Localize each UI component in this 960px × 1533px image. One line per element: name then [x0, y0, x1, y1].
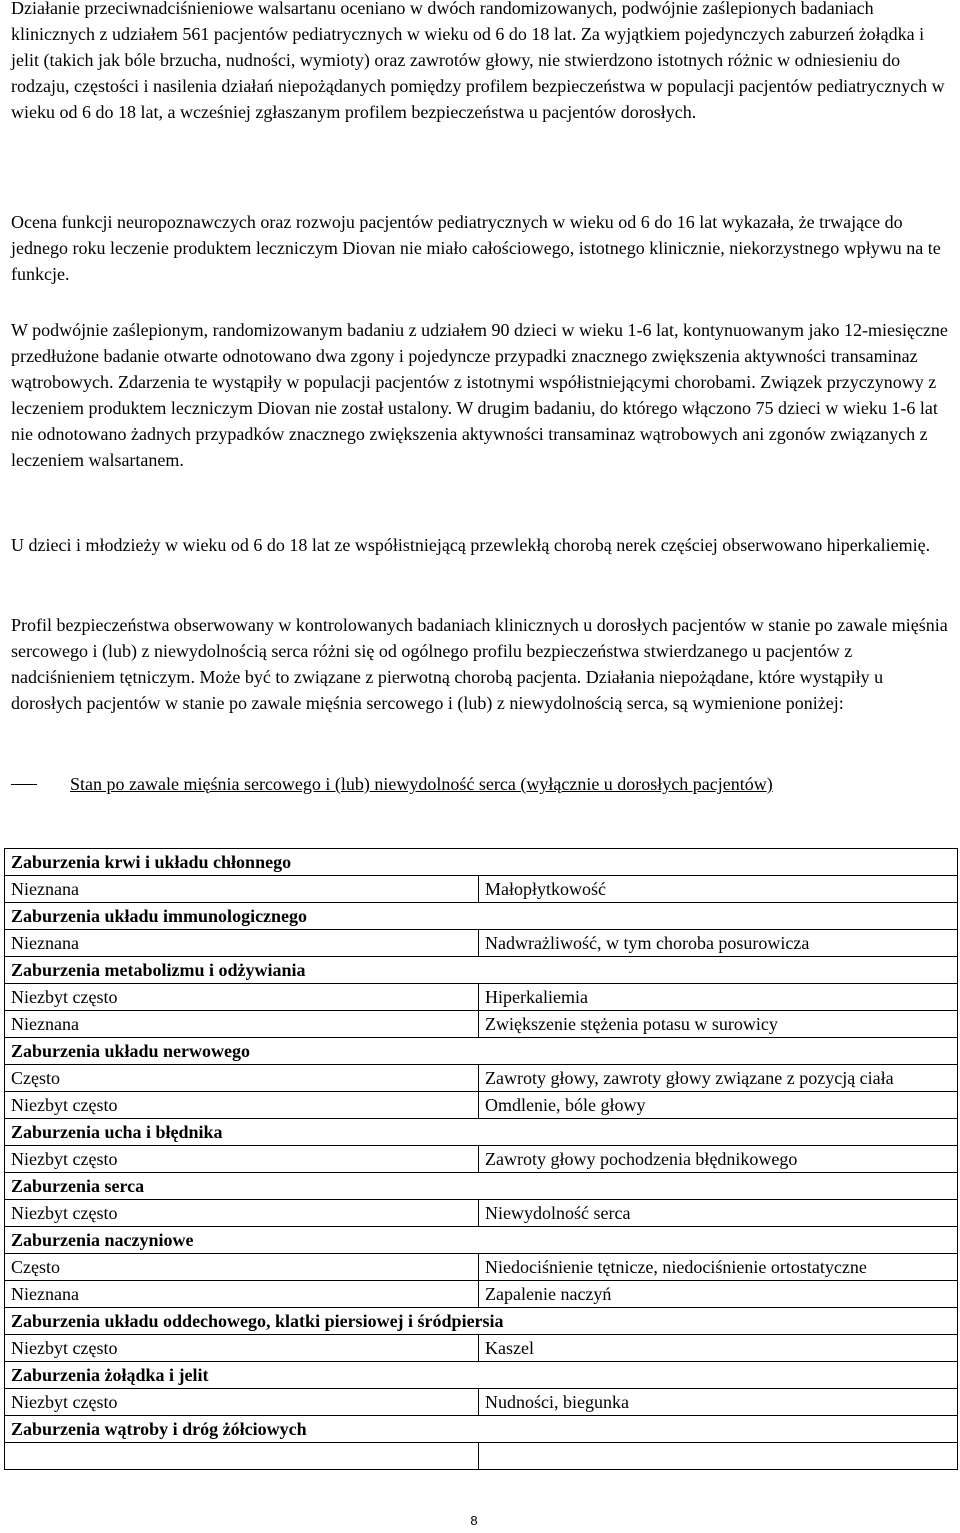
frequency-cell: Niezbyt często	[5, 1200, 479, 1227]
reaction-cell: Zwiększenie stężenia potasu w surowicy	[479, 1011, 958, 1038]
table-row	[5, 1065, 958, 1092]
reaction-cell: Nadwrażliwość, w tym choroba posurowicza	[479, 930, 958, 957]
section-heading-text: Stan po zawale mięśnia sercowego i (lub) niewydolność serca (wyłącznie u dorosłych pacjentów)	[70, 774, 773, 794]
frequency-cell: Niezbyt często	[5, 984, 479, 1011]
reaction-cell: Niedociśnienie tętnicze, niedociśnienie ortostatyczne	[479, 1254, 958, 1281]
table-row	[5, 984, 958, 1011]
reaction-cell: Zawroty głowy, zawroty głowy związane z pozycją ciała	[479, 1065, 958, 1092]
frequency-cell: Nieznana	[5, 1281, 479, 1308]
category-row	[5, 1038, 958, 1065]
dash-bullet-icon	[11, 784, 37, 785]
paragraph-children-1-6: W podwójnie zaślepionym, randomizowanym badaniu z udziałem 90 dzieci w wieku 1-6 lat, kontynuowanym jako 12-miesięczne przedłużone badanie otwarte odnotowano dwa zgony i pojedyncze przypadki znacznego zwiększenia aktywności transaminaz wątrobowych. Zdarzenia te wystąpiły w populacji pacjentów z istotnymi współistniejącymi chorobami. Związek przyczynowy z leczeniem produktem leczniczym Diovan nie został ustalony. W drugim badaniu, do którego włączono 75 dzieci w wieku 1-6 lat nie odnotowano żadnych przypadków znacznego zwiększenia aktywności transaminaz wątrobowych ani zgonów związanych z leczeniem walsartanem.	[11, 320, 948, 470]
category-row	[5, 1227, 958, 1254]
frequency-cell: Nieznana	[5, 1011, 479, 1038]
paragraph-adult-safety-profile: Profil bezpieczeństwa obserwowany w kontrolowanych badaniach klinicznych u dorosłych pacjentów w stanie po zawale mięśnia sercowego i (lub) z niewydolnością serca różni się od ogólnego profilu bezpieczeństwa stwierdzanego u pacjentów z nadciśnieniem tętniczym. Może być to związane z pierwotną chorobą pacjenta. Działania niepożądane, które wystąpiły u dorosłych pacjentów w stanie po zawale mięśnia sercowego i (lub) z niewydolnością serca, są wymienione poniżej:	[11, 615, 948, 713]
frequency-cell: Niezbyt często	[5, 1389, 479, 1416]
reaction-cell: Małopłytkowość	[479, 876, 958, 903]
reaction-cell: Nudności, biegunka	[479, 1389, 958, 1416]
category-header: Zaburzenia układu oddechowego, klatki piersiowej i śródpiersia	[5, 1308, 958, 1335]
table-row	[5, 930, 958, 957]
reaction-cell: Kaszel	[479, 1335, 958, 1362]
category-header: Zaburzenia ucha i błędnika	[5, 1119, 958, 1146]
frequency-cell: Często	[5, 1065, 479, 1092]
category-header: Zaburzenia krwi i układu chłonnego	[5, 849, 958, 876]
table-row	[5, 1335, 958, 1362]
category-row	[5, 1173, 958, 1200]
frequency-cell: Niezbyt często	[5, 1146, 479, 1173]
category-row	[5, 1119, 958, 1146]
frequency-cell: Niezbyt często	[5, 1335, 479, 1362]
category-row	[5, 1308, 958, 1335]
adverse-reactions-table	[4, 848, 958, 1470]
category-row	[5, 1362, 958, 1389]
category-header: Zaburzenia naczyniowe	[5, 1227, 958, 1254]
frequency-cell: Nieznana	[5, 930, 479, 957]
reaction-cell	[479, 1443, 958, 1470]
paragraph-neurocognitive: Ocena funkcji neuropoznawczych oraz rozwoju pacjentów pediatrycznych w wieku od 6 do 16 lat wykazała, że trwające do jednego roku leczenie produktem leczniczym Diovan nie miało całościowego, istotnego klinicznie, niekorzystnego wpływu na te funkcje.	[11, 212, 941, 284]
reaction-cell: Hiperkaliemia	[479, 984, 958, 1011]
category-header: Zaburzenia żołądka i jelit	[5, 1362, 958, 1389]
empty-row	[5, 1443, 958, 1470]
paragraph-pediatric-trials: Działanie przeciwnadciśnieniowe walsartanu oceniano w dwóch randomizowanych, podwójnie zaślepionych badaniach klinicznych z udziałem 561 pacjentów pediatrycznych w wieku od 6 do 18 lat. Za wyjątkiem pojedynczych zaburzeń żołądka i jelit (takich jak bóle brzucha, nudności, wymioty) oraz zawrotów głowy, nie stwierdzono istotnych różnic w odniesieniu do rodzaju, częstości i nasilenia działań niepożądanych pomiędzy profilem bezpieczeństwa w populacji pacjentów pediatrycznych w wieku od 6 do 18 lat, a wcześniej zgłaszanym profilem bezpieczeństwa u pacjentów dorosłych.	[11, 0, 945, 122]
table-row	[5, 1389, 958, 1416]
table-row	[5, 1254, 958, 1281]
table-row	[5, 1011, 958, 1038]
reaction-cell: Omdlenie, bóle głowy	[479, 1092, 958, 1119]
category-row	[5, 849, 958, 876]
category-row	[5, 903, 958, 930]
category-header: Zaburzenia wątroby i dróg żółciowych	[5, 1416, 958, 1443]
table-row	[5, 1200, 958, 1227]
category-header: Zaburzenia metabolizmu i odżywiania	[5, 957, 958, 984]
table-row	[5, 876, 958, 903]
reaction-cell: Zapalenie naczyń	[479, 1281, 958, 1308]
table-row	[5, 1092, 958, 1119]
table-row	[5, 1281, 958, 1308]
frequency-cell: Nieznana	[5, 876, 479, 903]
frequency-cell: Niezbyt często	[5, 1092, 479, 1119]
table-row	[5, 1146, 958, 1173]
category-row	[5, 1416, 958, 1443]
category-header: Zaburzenia układu immunologicznego	[5, 903, 958, 930]
paragraph-hyperkalemia: U dzieci i młodzieży w wieku od 6 do 18 lat ze współistniejącą przewlekłą chorobą nerek częściej obserwowano hiperkaliemię.	[11, 535, 931, 555]
reaction-cell: Niewydolność serca	[479, 1200, 958, 1227]
category-row	[5, 957, 958, 984]
page-number: 8	[470, 1513, 478, 1528]
frequency-cell: Często	[5, 1254, 479, 1281]
category-header: Zaburzenia układu nerwowego	[5, 1038, 958, 1065]
category-header: Zaburzenia serca	[5, 1173, 958, 1200]
frequency-cell	[5, 1443, 479, 1470]
reaction-cell: Zawroty głowy pochodzenia błędnikowego	[479, 1146, 958, 1173]
